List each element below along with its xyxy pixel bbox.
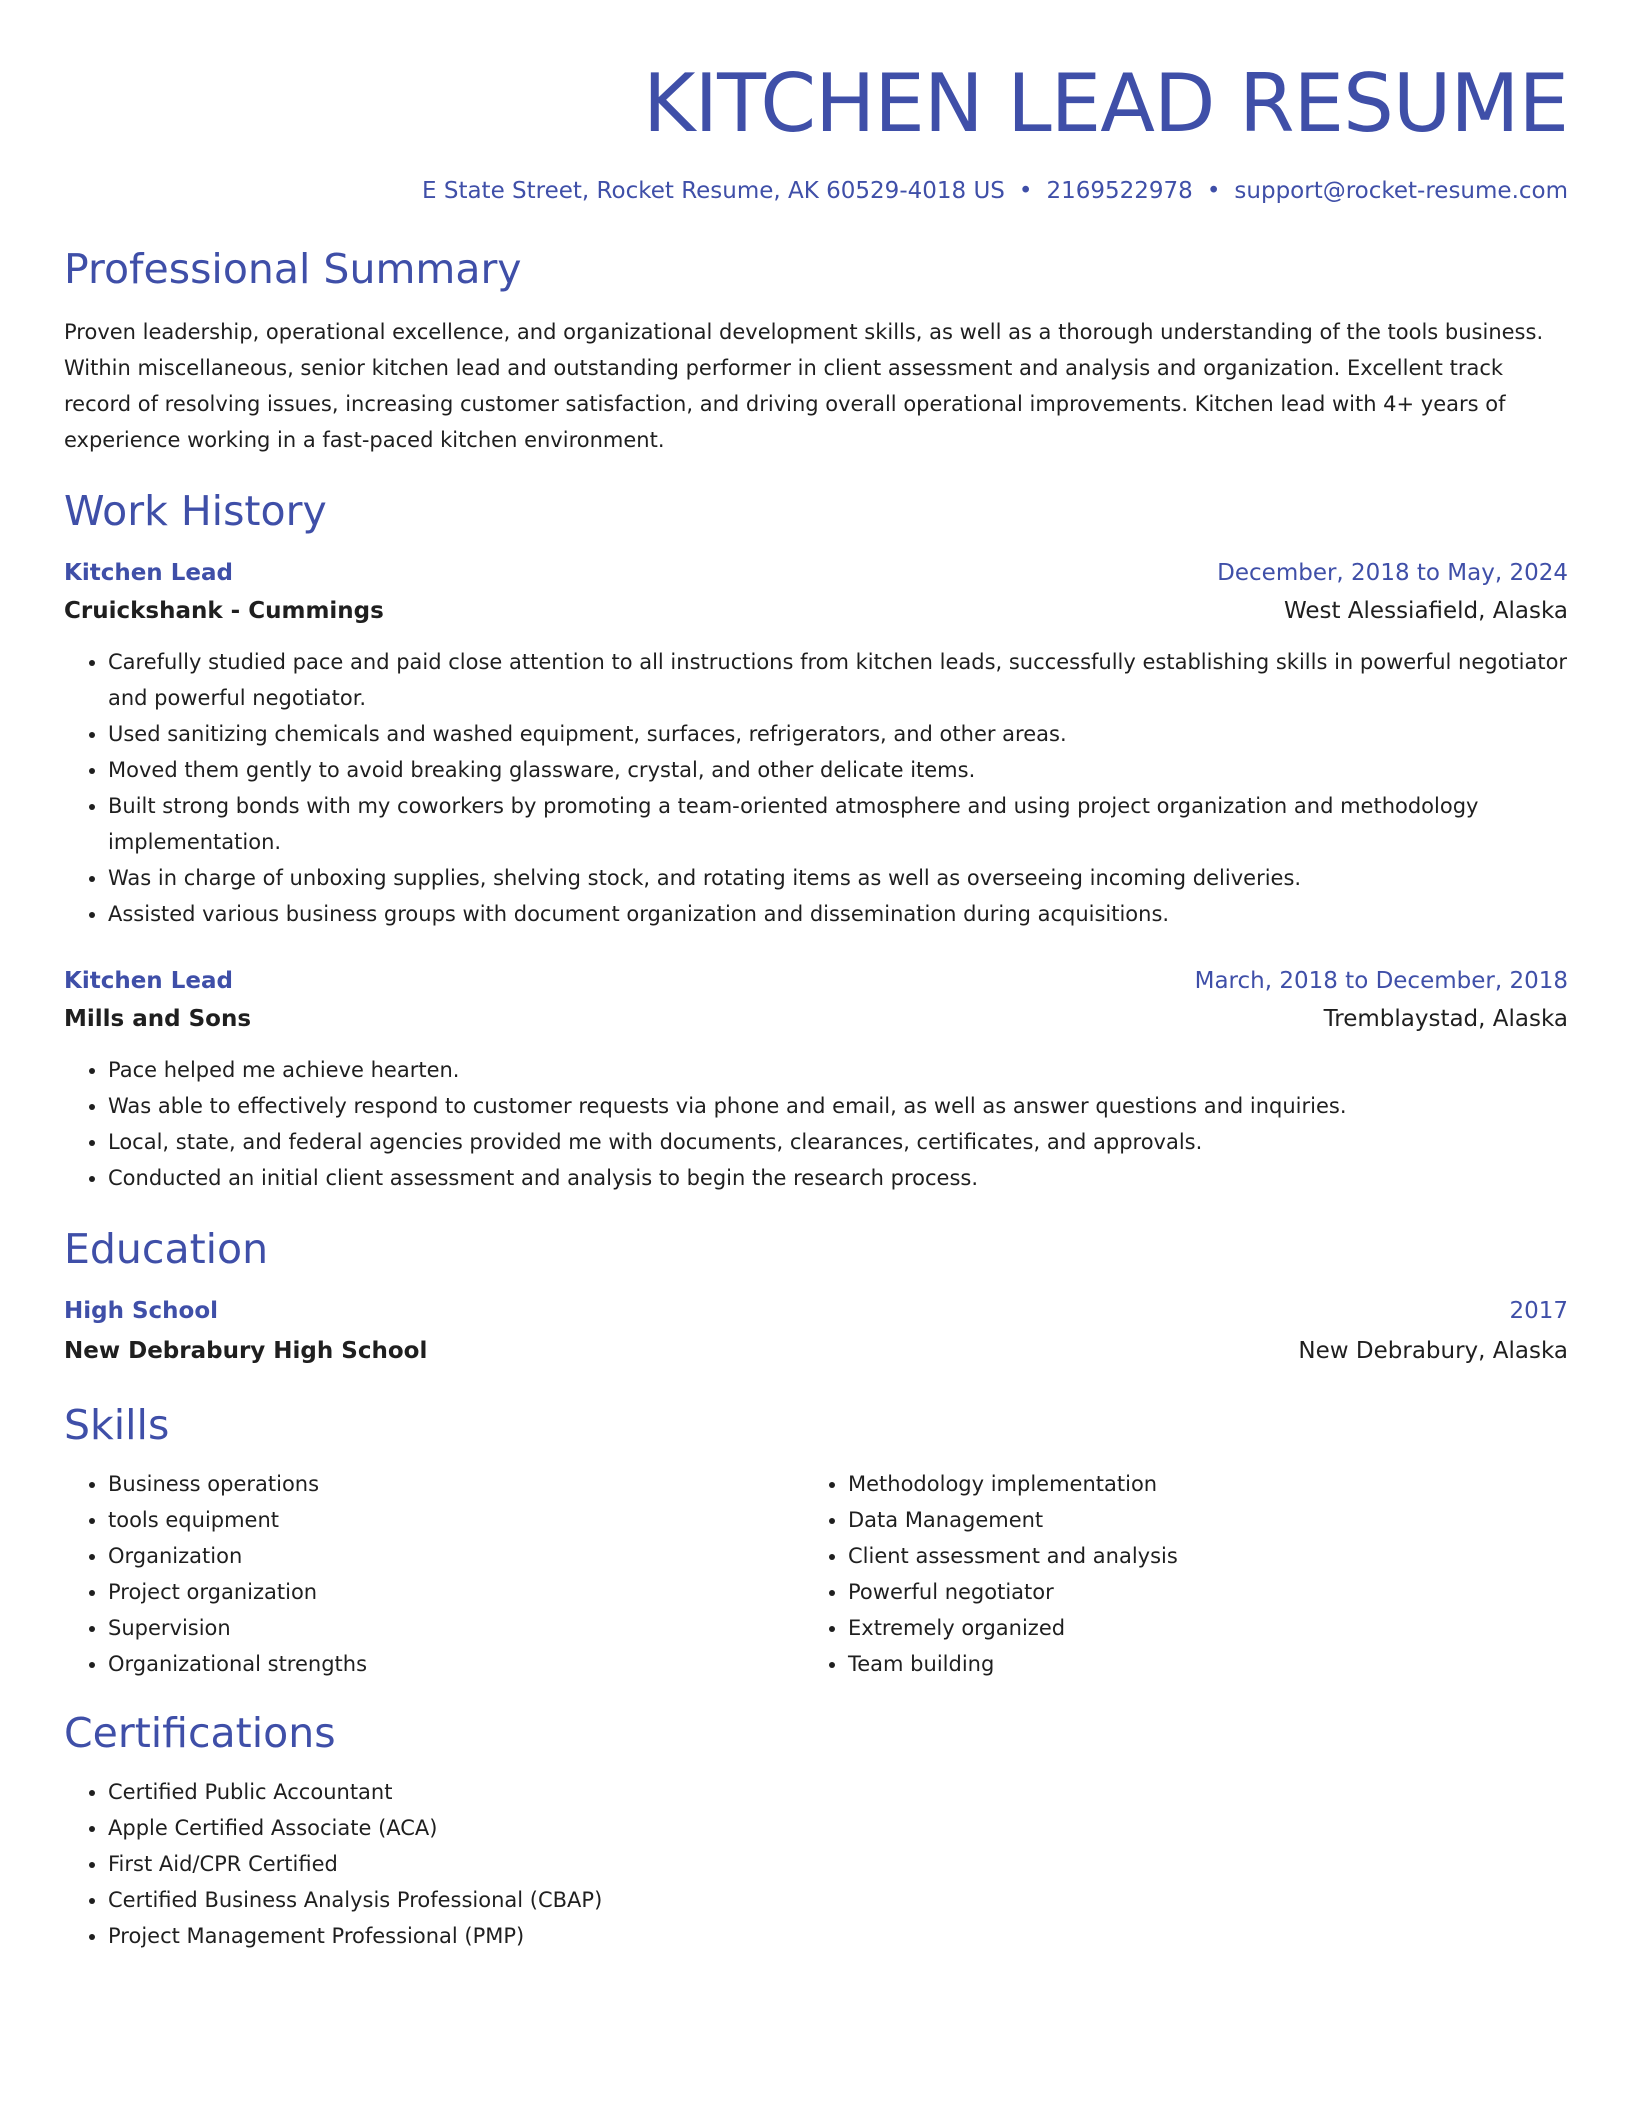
job-bullet: • Was able to effectively respond to customer requests via phone and email, as well as answer questions and inquiries. <box>108 1088 1568 1124</box>
skill-item: • Methodology implementation <box>848 1466 1544 1502</box>
education-heading: Education <box>64 1225 269 1273</box>
skill-item: • Data Management <box>848 1502 1544 1538</box>
work-history-section <box>64 486 1568 1196</box>
education-section <box>64 1224 1568 1370</box>
education-header-row <box>64 1292 1568 1330</box>
skill-item: • Extremely organized <box>848 1610 1544 1646</box>
job-bullets <box>64 644 1568 932</box>
job-bullet: • Conducted an initial client assessment and analysis to begin the research process. <box>108 1160 1568 1196</box>
skills-grid <box>64 1466 1568 1682</box>
education-school-row <box>64 1332 1568 1370</box>
education-degree: High School <box>64 1298 219 1324</box>
job-dates: December, 2018 to May, 2024 <box>1217 560 1568 586</box>
job-bullet: • Used sanitizing chemicals and washed equipment, surfaces, refrigerators, and other areas. <box>108 716 1568 752</box>
job-dates: March, 2018 to December, 2018 <box>1194 968 1568 994</box>
contact-separator: • <box>1206 178 1221 204</box>
skill-item: • Organization <box>108 1538 804 1574</box>
skills-list-right <box>804 1466 1544 1682</box>
education-school: New Debrabury High School <box>64 1338 428 1364</box>
job-location: West Alessiafield, Alaska <box>1283 598 1568 624</box>
summary-section <box>64 244 1568 458</box>
job-bullet: • Moved them gently to avoid breaking glassware, crystal, and other delicate items. <box>108 752 1568 788</box>
job-company: Cruickshank - Cummings <box>64 598 384 624</box>
education-year: 2017 <box>1509 1298 1568 1324</box>
certification-item: • Apple Certified Associate (ACA) <box>108 1810 1568 1846</box>
job-bullet: • Local, state, and federal agencies provided me with documents, clearances, certificates, and approvals. <box>108 1124 1568 1160</box>
certification-item: • First Aid/CPR Certified <box>108 1846 1568 1882</box>
job-company-row <box>64 1000 1568 1038</box>
skills-column-right <box>804 1466 1544 1682</box>
work-history-heading: Work History <box>64 487 327 535</box>
job-bullet: • Assisted various business groups with document organization and dissemination during acquisitions. <box>108 896 1568 932</box>
job-bullets <box>64 1052 1568 1196</box>
job-bullet: • Pace helped me achieve hearten. <box>108 1052 1568 1088</box>
job-bullet: • Carefully studied pace and paid close attention to all instructions from kitchen leads, successfully establishing skills in powerful negotiator and powerful negotiator. <box>108 644 1568 716</box>
contact-phone: 2169522978 <box>1046 178 1193 204</box>
skills-section <box>64 1400 1568 1682</box>
job-entry <box>64 962 1568 1196</box>
contact-email: support@rocket-resume.com <box>1234 178 1568 204</box>
job-location: Tremblaystad, Alaska <box>1323 1006 1568 1032</box>
skills-list-left <box>64 1466 804 1682</box>
job-role: Kitchen Lead <box>64 968 233 994</box>
summary-text: Proven leadership, operational excellence, and organizational development skills, as well as a thorough understanding of the tools business. Within miscellaneous, senior kitchen lead and outstanding performer in client assessment and analysis and organization. Excellent track record of resolving issues, increasing customer satisfaction, and driving overall operational improvements. Kitchen lead with 4+ years of experience working in a fast-paced kitchen environment. <box>64 320 1544 452</box>
summary-heading: Professional Summary <box>64 245 522 293</box>
resume-header <box>64 0 1568 206</box>
certifications-heading: Certifications <box>64 1709 336 1757</box>
skills-heading: Skills <box>64 1401 170 1449</box>
resume-title: KITCHEN LEAD RESUME <box>643 57 1568 150</box>
certification-item: • Project Management Professional (PMP) <box>108 1918 1568 1954</box>
skill-item: • Powerful negotiator <box>848 1574 1544 1610</box>
job-bullet: • Was in charge of unboxing supplies, shelving stock, and rotating items as well as overseeing incoming deliveries. <box>108 860 1568 896</box>
job-bullet: • Built strong bonds with my coworkers by promoting a team-oriented atmosphere and using project organization and methodology implementation. <box>108 788 1568 860</box>
skill-item: • Business operations <box>108 1466 804 1502</box>
contact-line <box>64 176 1568 206</box>
job-role: Kitchen Lead <box>64 560 233 586</box>
education-location: New Debrabury, Alaska <box>1298 1338 1568 1364</box>
skill-item: • Supervision <box>108 1610 804 1646</box>
skill-item: • Organizational strengths <box>108 1646 804 1682</box>
certification-item: • Certified Business Analysis Professional (CBAP) <box>108 1882 1568 1918</box>
job-header-row <box>64 554 1568 592</box>
skill-item: • tools equipment <box>108 1502 804 1538</box>
job-entry <box>64 554 1568 932</box>
job-company-row <box>64 592 1568 630</box>
certifications-list <box>64 1774 1568 1954</box>
certification-item: • Certified Public Accountant <box>108 1774 1568 1810</box>
certifications-section <box>64 1708 1568 1954</box>
contact-address: E State Street, Rocket Resume, AK 60529-4018 US <box>422 178 1005 204</box>
job-header-row <box>64 962 1568 1000</box>
contact-separator: • <box>1018 178 1033 204</box>
skill-item: • Project organization <box>108 1574 804 1610</box>
skill-item: • Team building <box>848 1646 1544 1682</box>
job-company: Mills and Sons <box>64 1006 252 1032</box>
skill-item: • Client assessment and analysis <box>848 1538 1544 1574</box>
skills-column-left <box>64 1466 804 1682</box>
